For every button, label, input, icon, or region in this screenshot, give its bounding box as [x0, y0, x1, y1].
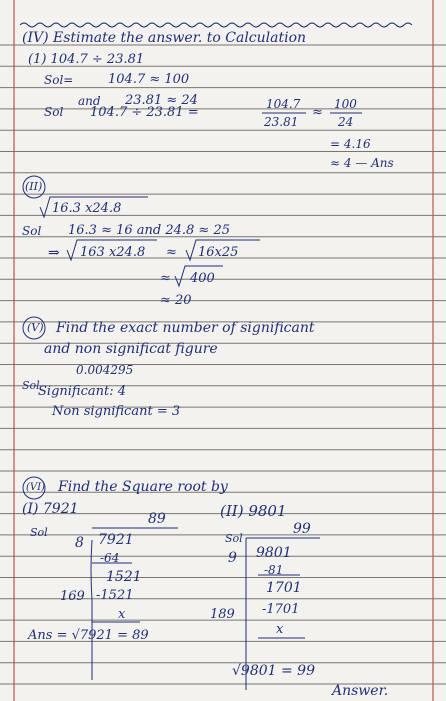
approx-sign: ≈	[312, 105, 323, 120]
question-2-expression: 16.3 x24.8	[52, 201, 122, 216]
section-6-heading: Find the Square root by	[58, 479, 228, 495]
wavy-header-line	[20, 23, 412, 27]
remainder-zero: x	[118, 607, 126, 622]
implies-arrow: ⇒	[48, 245, 60, 261]
given-value: 0.004295	[76, 363, 134, 377]
sqrt-expression: 163 x24.8	[80, 245, 146, 260]
subtraction: -64	[100, 551, 120, 565]
remainder: 1701	[266, 580, 302, 596]
final-answer: ≈ 4 — Ans	[330, 156, 394, 170]
sol-label: Sol	[44, 105, 64, 119]
question-1: (1) 104.7 ÷ 23.81	[28, 52, 145, 67]
section-6-label: (VI)	[26, 482, 45, 493]
quotient: 89	[148, 511, 166, 527]
approximation: 104.7 ≈ 100	[108, 72, 190, 87]
part-1-answer: Ans = √7921 = 89	[28, 628, 149, 643]
divisor: 189	[210, 607, 235, 622]
approximation: 23.81 ≈ 24	[125, 93, 198, 108]
divisor: 169	[60, 589, 85, 604]
sqrt-expression: 400	[190, 271, 215, 286]
subtraction: -1521	[96, 588, 134, 603]
division-bracket	[91, 540, 92, 680]
fraction-denominator: 23.81	[264, 115, 299, 129]
answer-word: Answer.	[332, 683, 389, 699]
dividend: 7921	[98, 532, 134, 548]
significant-count: Significant: 4	[38, 384, 126, 399]
divisor: 9	[228, 550, 237, 566]
fraction-numerator: 100	[334, 97, 357, 111]
fraction-denominator: 24	[338, 115, 354, 129]
approx-sign: ≈	[160, 271, 171, 286]
approx-sign: ≈	[166, 245, 177, 260]
question-2-label: (II)	[25, 180, 43, 193]
non-significant-count: Non significant = 3	[52, 404, 181, 419]
remainder: 1521	[106, 569, 142, 585]
part-2-label: (II) 9801	[220, 502, 287, 520]
part-1-label: (I) 7921	[22, 501, 79, 517]
sol-label: Sol	[225, 532, 243, 545]
sqrt-expression: 16x25	[198, 245, 239, 260]
and-label: and	[78, 94, 101, 108]
division-expression: 104.7 ÷ 23.81 =	[90, 105, 199, 120]
part-2-answer: √9801 = 99	[232, 663, 315, 679]
section-5-heading: Find the exact number of significant	[56, 320, 315, 336]
divisor: 8	[75, 535, 84, 551]
remainder-zero: x	[276, 622, 284, 637]
fraction-numerator: 104.7	[266, 97, 301, 111]
subtraction: -81	[264, 563, 284, 577]
section-5-heading-line2: and non significat figure	[44, 341, 218, 357]
result: = 4.16	[330, 137, 371, 151]
dividend: 9801	[256, 545, 292, 561]
final-answer: ≈ 20	[160, 293, 192, 308]
section-4-heading: (IV) Estimate the answer. to Calculation	[22, 30, 307, 46]
quotient: 99	[293, 521, 311, 537]
sol-label: Sol	[22, 379, 40, 392]
sol-label: Sol	[22, 224, 42, 238]
sol-label: Sol=	[44, 73, 74, 87]
section-5-label: (V)	[27, 321, 44, 334]
subtraction: -1701	[262, 602, 300, 617]
approximation: 16.3 ≈ 16 and 24.8 ≈ 25	[68, 223, 230, 238]
sol-label: Sol	[30, 526, 48, 539]
